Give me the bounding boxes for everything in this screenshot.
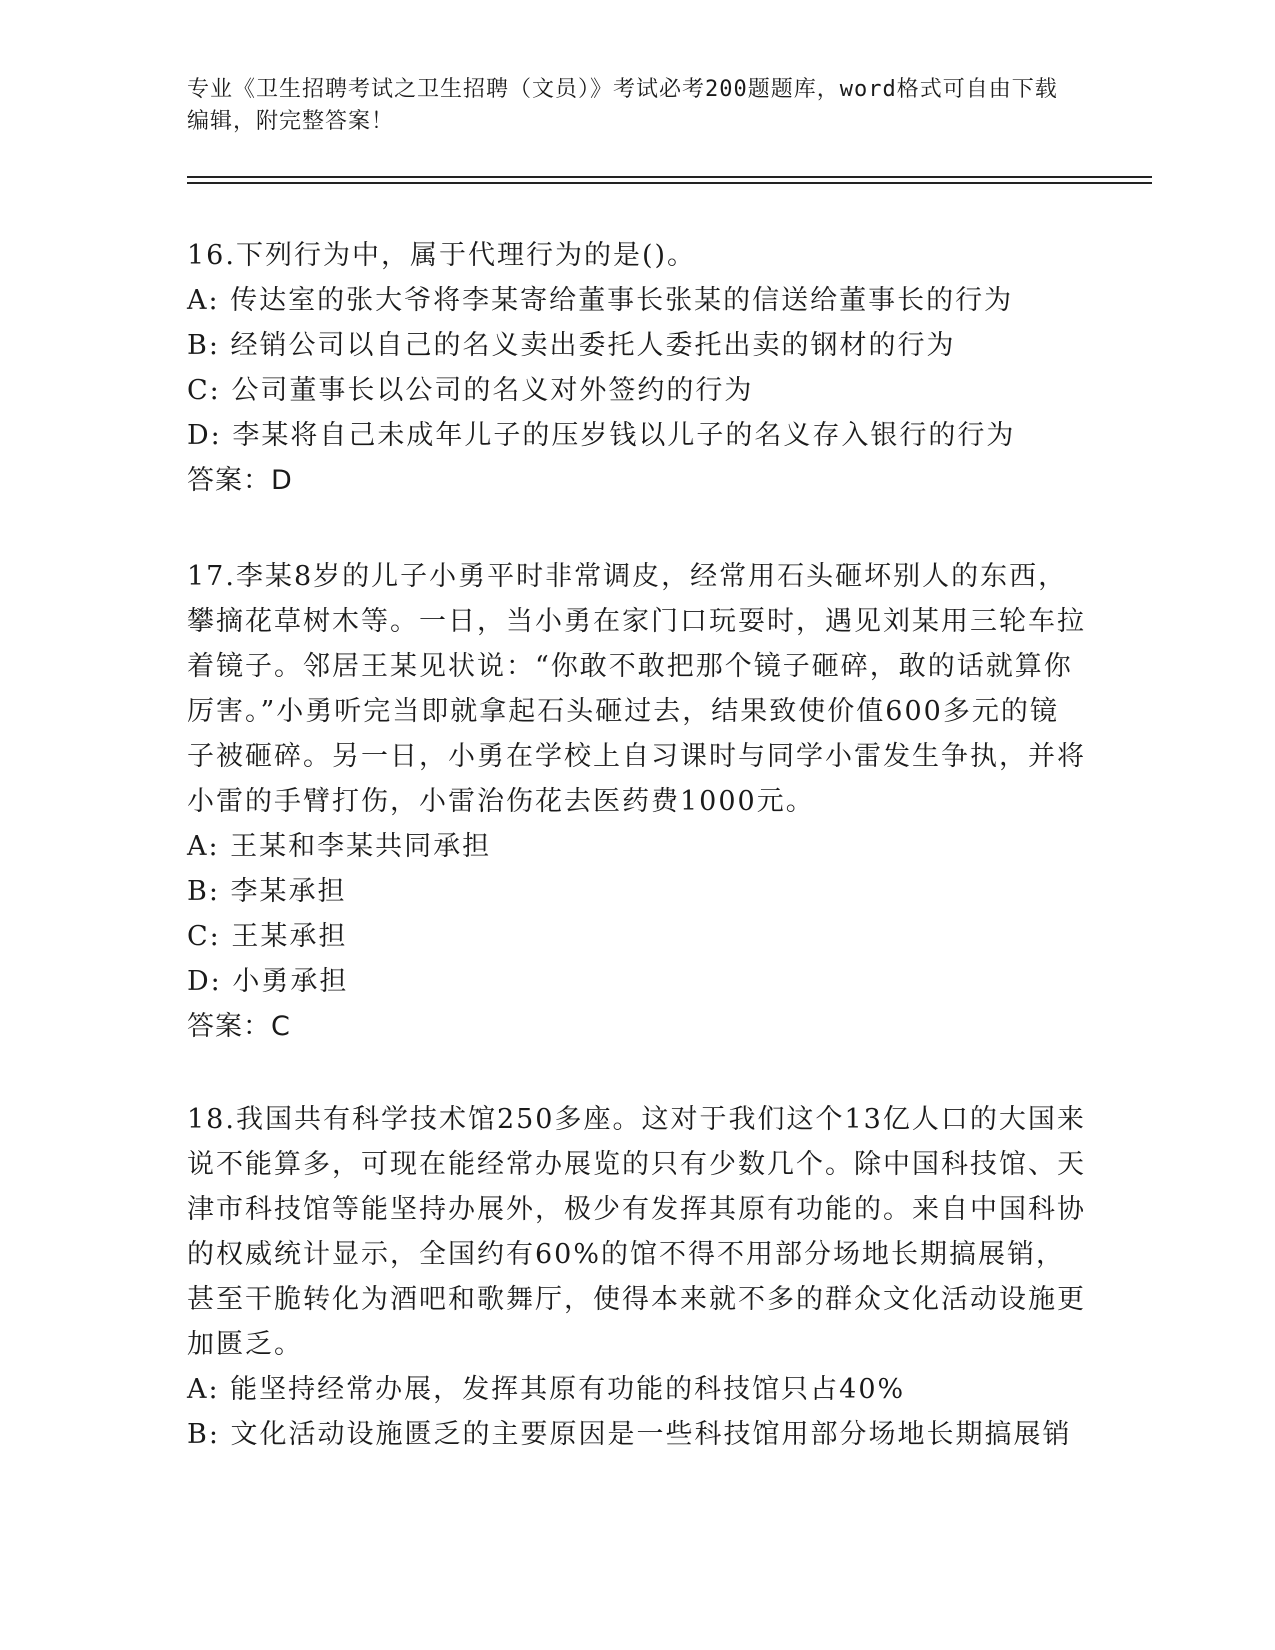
header-divider-top [187, 176, 1152, 178]
option-a: A: 传达室的张大爷将李某寄给董事长张某的信送给董事长的行为 [187, 285, 1014, 316]
option-c: C: 公司董事长以公司的名义对外签约的行为 [187, 375, 754, 406]
option-a: A: 王某和李某共同承担 [187, 831, 492, 862]
option-b: B: 经销公司以自己的名义卖出委托人委托出卖的钢材的行为 [187, 330, 956, 361]
question-17 [187, 554, 1087, 1049]
option-c: C: 王某承担 [187, 921, 348, 952]
answer-line: 答案：D [187, 465, 293, 496]
option-b: B: 文化活动设施匮乏的主要原因是一些科技馆用部分场地长期搞展销 [187, 1419, 1072, 1450]
answer-line: 答案：C [187, 1011, 291, 1042]
header-divider-bottom [187, 182, 1152, 184]
option-d: D: 李某将自己未成年儿子的压岁钱以儿子的名义存入银行的行为 [187, 420, 1016, 451]
question-stem: 16.下列行为中，属于代理行为的是()。 [187, 240, 697, 271]
option-a: A: 能坚持经常办展，发挥其原有功能的科技馆只占40% [187, 1374, 906, 1405]
option-b: B: 李某承担 [187, 876, 347, 907]
document-header: 专业《卫生招聘考试之卫生招聘（文员）》考试必考200题题库，word格式可自由下载编辑，附完整答案！ [187, 77, 1058, 134]
option-d: D: 小勇承担 [187, 966, 349, 997]
question-stem: 18.我国共有科学技术馆250多座。这对于我们这个13亿人口的大国来说不能算多，可现在能经常办展览的只有少数几个。除中国科技馆、天津市科技馆等能坚持办展外，极少有发挥其原有功能的。来自中国科协的权威统计显示，全国约有60%的馆不得不用部分场地长期搞展销，甚至干脆转化为酒吧和歌舞厅，使得本来就不多的群众文化活动设施更加匮乏。 [187, 1104, 1086, 1360]
question-stem: 17.李某8岁的儿子小勇平时非常调皮，经常用石头砸坏别人的东西，攀摘花草树木等。一日，当小勇在家门口玩耍时，遇见刘某用三轮车拉着镜子。邻居王某见状说：“你敢不敢把那个镜子砸碎，敢的话就算你厉害。”小勇听完当即就拿起石头砸过去，结果致使价值600多元的镜子被砸碎。另一日，小勇在学校上自习课时与同学小雷发生争执，并将小雷的手臂打伤，小雷治伤花去医药费1000元。 [187, 561, 1086, 817]
question-16 [187, 233, 1087, 503]
question-18 [187, 1097, 1087, 1457]
